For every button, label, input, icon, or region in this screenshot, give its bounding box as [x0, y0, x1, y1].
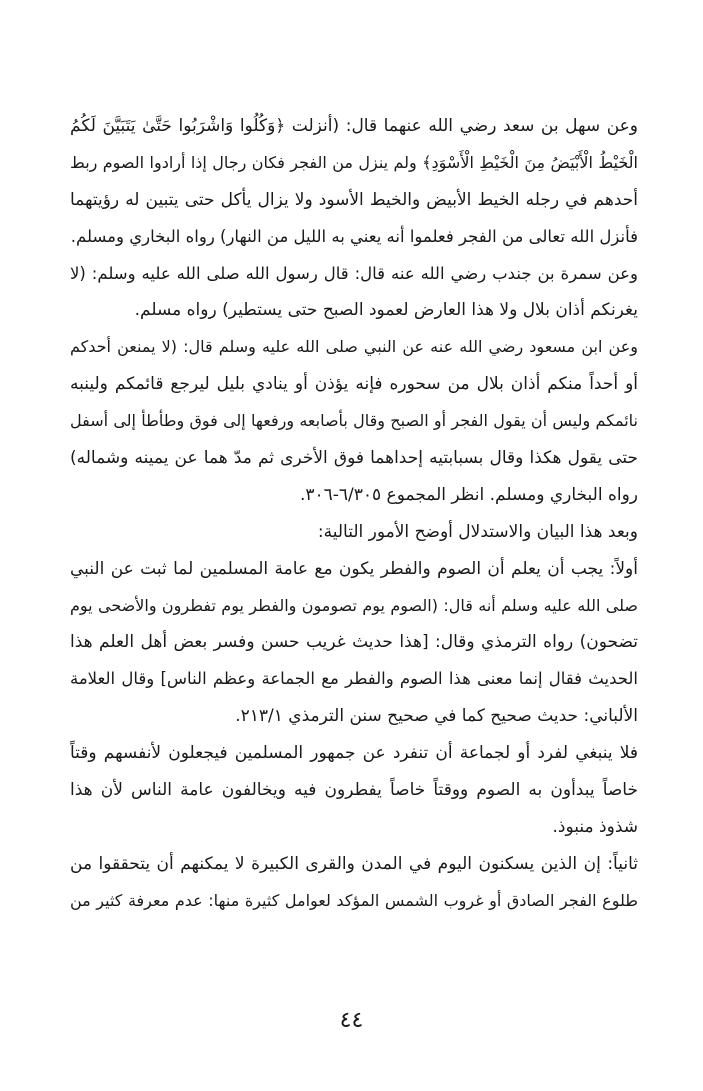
text-line: الحديث فقال إنما معنى هذا الصوم والفطر مع الجماعة وعظم الناس] وقال العلامة — [70, 669, 638, 689]
body-text — [70, 108, 638, 920]
text-line: شذوذ منبوذ. — [552, 816, 638, 837]
text-line: وعن سمرة بن جندب رضي الله عنه قال: قال رسول الله صلى الله عليه وسلم: (لا — [70, 263, 638, 283]
text-line: أولاً: يجب أن يعلم أن الصوم والفطر يكون مع عامة المسلمين لما ثبت عن النبي — [70, 558, 638, 579]
text-line: رواه البخاري ومسلم. انظر المجموع ٦/٣٠٥-٣٠٦. — [299, 484, 638, 505]
text-line: تضحون) رواه الترمذي وقال: [هذا حديث غريب حسن وفسر بعض أهل العلم هذا — [70, 632, 638, 653]
text-line: الْخَيْطُ الْأَبْيَضُ مِنَ الْخَيْطِ الْأَسْوَدِ﴾ ولم ينزل من الفجر فكان رجال إذا أرادوا الصوم ربط — [70, 152, 638, 172]
text-line: خاصاً يبدأون به الصوم ووقتاً خاصاً يفطرون فيه ويخالفون عامة الناس لأن هذا — [70, 780, 638, 801]
text-line: أو أحداً منكم أذان بلال من سحوره فإنه يؤذن أو ينادي بليل ليرجع قائمكم ولينبه — [70, 374, 638, 395]
text-line: وبعد هذا البيان والاستدلال أوضح الأمور التالية: — [317, 521, 638, 542]
text-line: وعن سهل بن سعد رضي الله عنهما قال: (أنزلت ﴿وَكُلُوا وَاشْرَبُوا حَتَّىٰ يَتَبَيَّنَ لَكُمُ — [70, 116, 638, 136]
text-line: نائمكم وليس أن يقول الفجر أو الصبح وقال بأصابعه ورفعها إلى فوق وطأطأ إلى أسفل — [70, 411, 638, 431]
text-line: الألباني: حديث صحيح كما في صحيح سنن الترمذي ٢١٣/١. — [235, 706, 638, 727]
text-line: حتى يقول هكذا وقال بسبابتيه إحداهما فوق الأخرى ثم مدّ هما عن يمينه وشماله) — [70, 448, 638, 469]
text-line: يغرنكم أذان بلال ولا هذا العارض لعمود الصبح حتى يستطير) رواه مسلم. — [134, 300, 638, 321]
text-line: صلى الله عليه وسلم أنه قال: (الصوم يوم تصومون والفطر يوم تفطرون والأضحى يوم — [70, 595, 638, 615]
text-line: ثانياً: إن الذين يسكنون اليوم في المدن والقرى الكبيرة لا يمكنهم أن يتحققوا من — [70, 853, 638, 874]
text-line: أحدهم في رجله الخيط الأبيض والخيط الأسود ولا يزال يأكل حتى يتبين له رؤيتهما — [70, 189, 638, 210]
page-number: ٤٤ — [339, 1008, 364, 1033]
text-line: فأنزل الله تعالى من الفجر فعلموا أنه يعني به الليل من النهار) رواه البخاري ومسلم. — [70, 226, 638, 246]
text-line: طلوع الفجر الصادق أو غروب الشمس المؤكد لعوامل كثيرة منها: عدم معرفة كثير من — [70, 890, 638, 910]
text-line: وعن ابن مسعود رضي الله عنه عن النبي صلى الله عليه وسلم قال: (لا يمنعن أحدكم — [70, 337, 638, 357]
text-line: فلا ينبغي لفرد أو لجماعة أن تنفرد عن جمهور المسلمين فيجعلون لأنفسهم وقتاً — [70, 743, 638, 764]
